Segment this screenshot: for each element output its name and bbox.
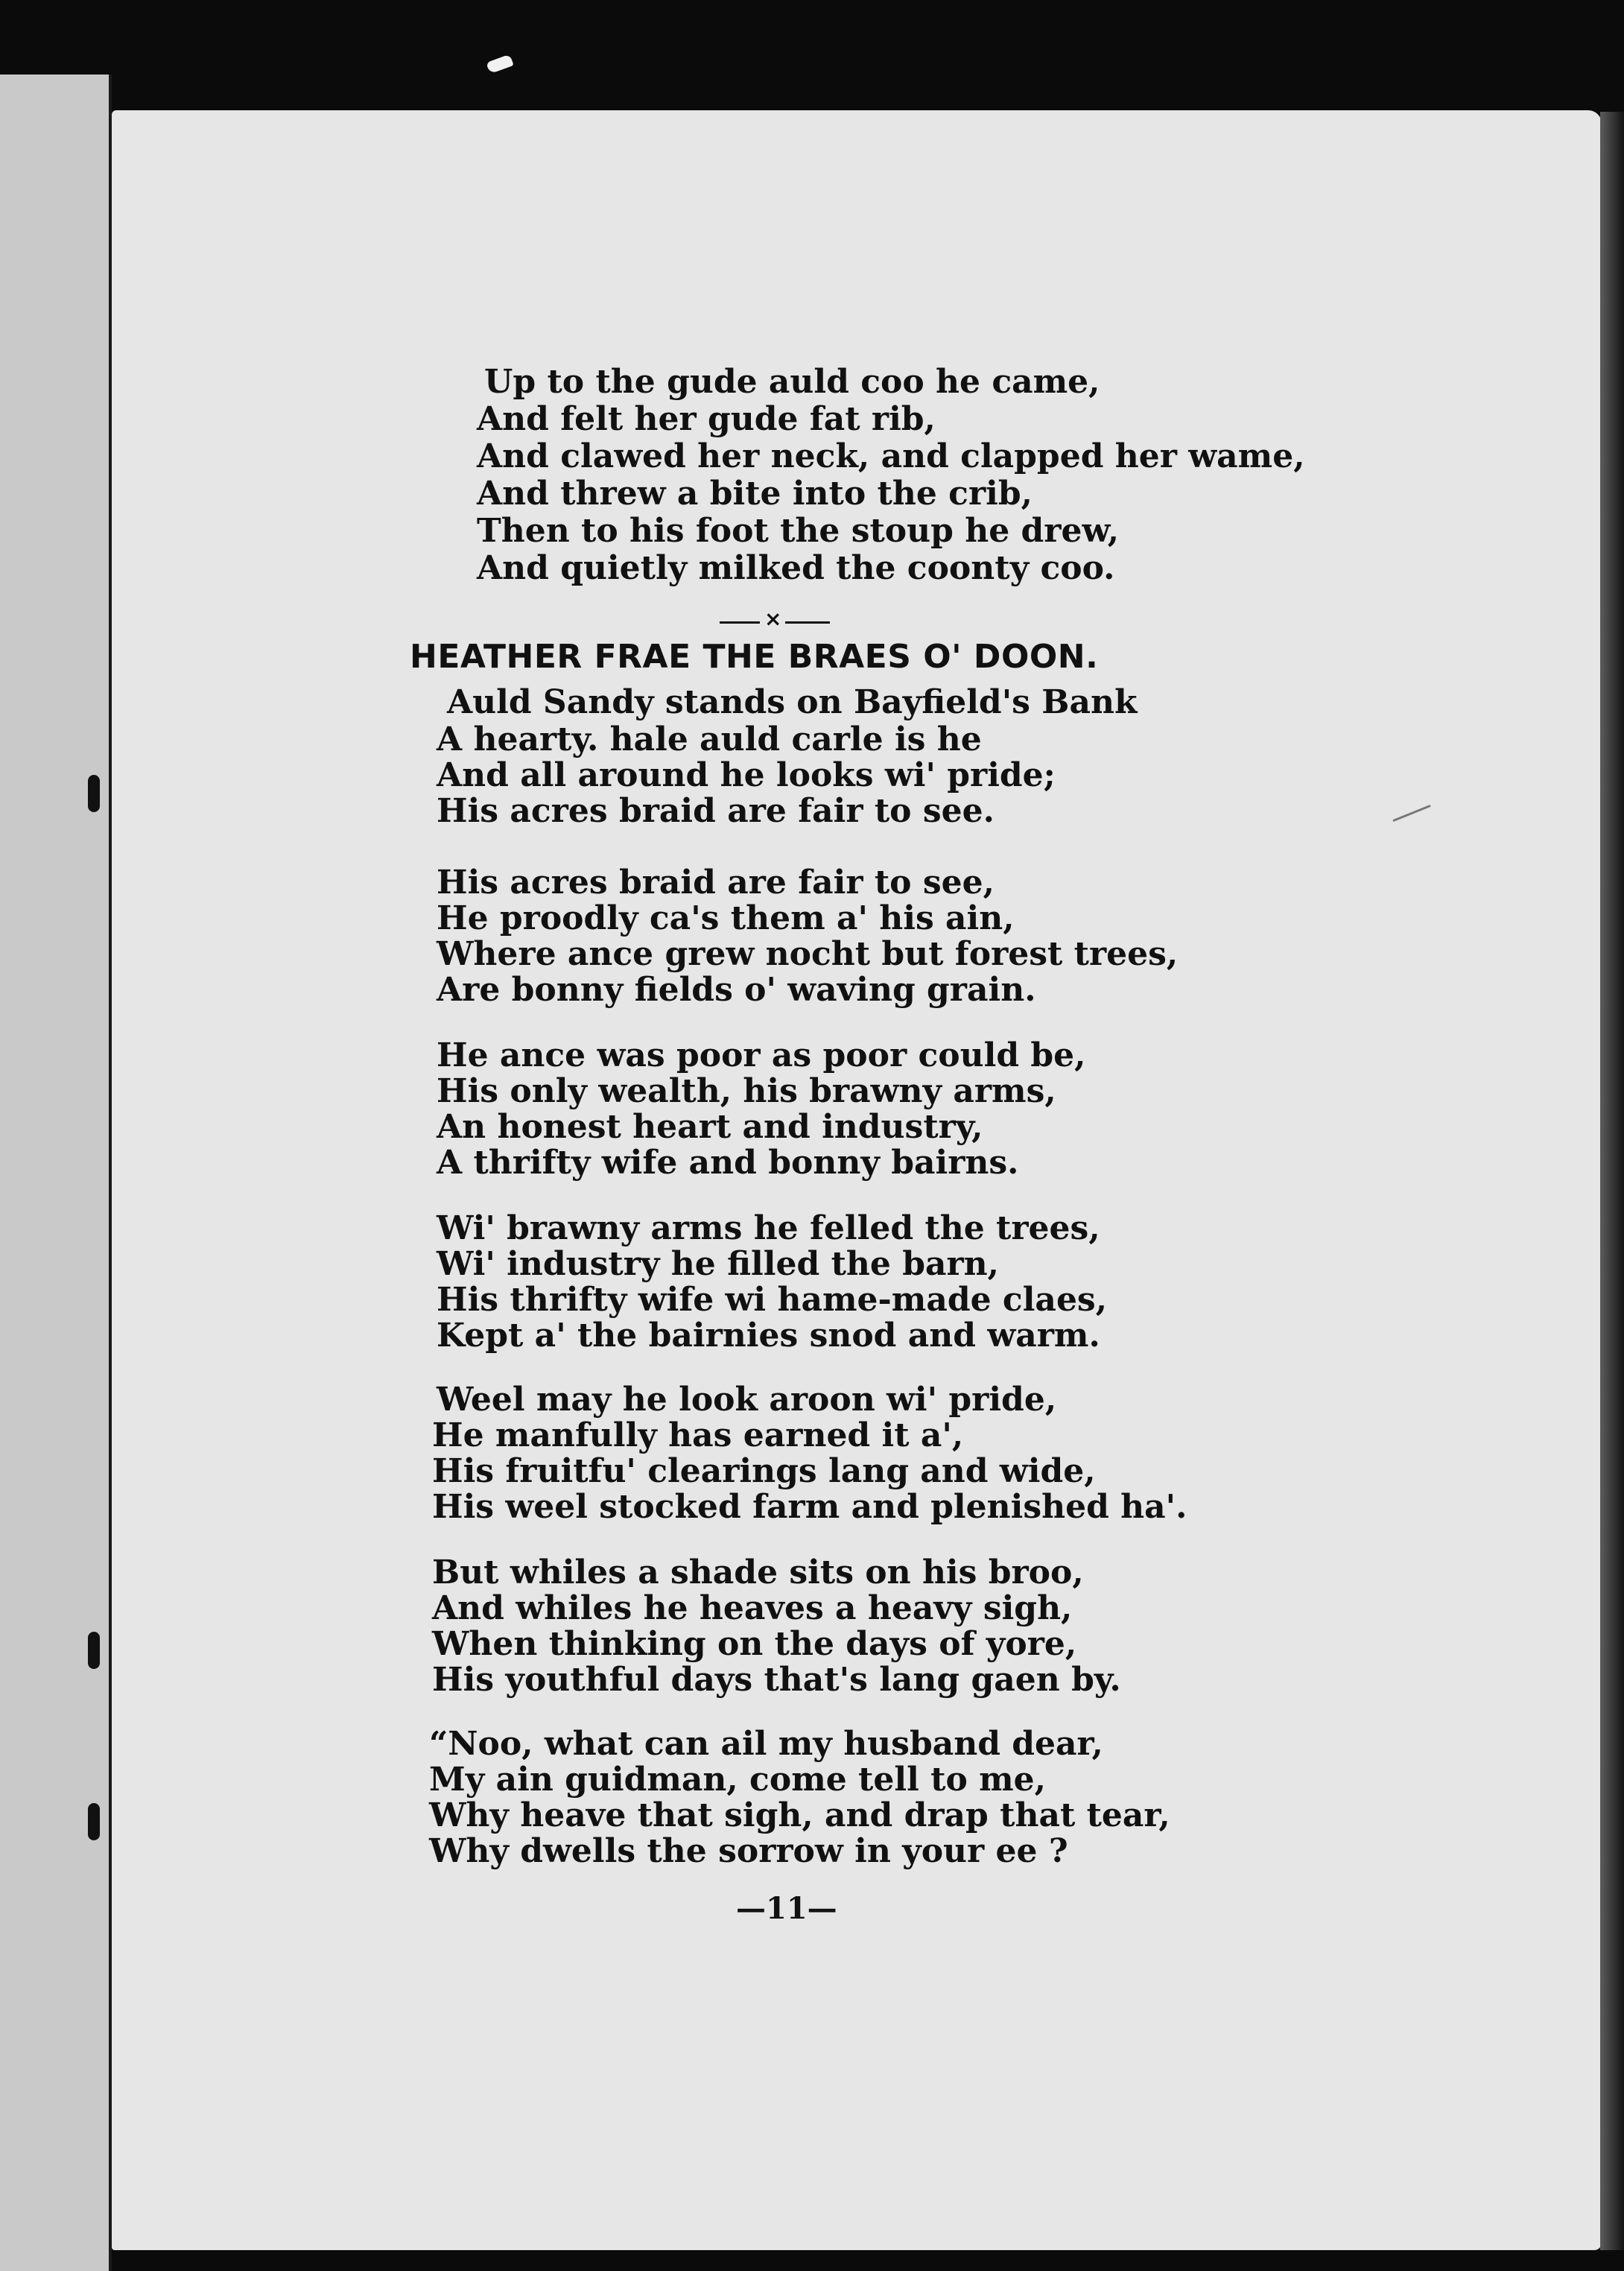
poem-line: His weel stocked farm and plenished ha'. (432, 1488, 1187, 1526)
poem-line: Wi' industry he filled the barn, (437, 1245, 999, 1283)
poem-line: Auld Sandy stands on Bayfield's Bank (447, 683, 1138, 721)
poem-line: A thrifty wife and bonny bairns. (437, 1144, 1019, 1182)
poem-line: And clawed her neck, and clapped her wame, (477, 437, 1305, 475)
poem-line: Wi' brawny arms he felled the trees, (437, 1209, 1100, 1247)
poem-line: He proodly ca's them a' his ain, (437, 899, 1015, 937)
poem-line: Are bonny fields o' waving grain. (437, 971, 1036, 1009)
poem-line: And all around he looks wi' pride; (437, 756, 1056, 794)
poem-line: A hearty. hale auld carle is he (437, 720, 982, 758)
poem-line: Then to his foot the stoup he drew, (477, 512, 1120, 550)
page-number: —11— (736, 1891, 837, 1926)
poem-line: My ain guidman, come tell to me, (429, 1761, 1046, 1799)
poem-line: And quietly milked the coonty coo. (477, 549, 1115, 587)
poem-line: “Noo, what can ail my husband dear, (429, 1725, 1103, 1763)
page-edge-shadow (1600, 112, 1624, 2250)
divider-mark: × (764, 606, 782, 631)
poem-line: He manfully has earned it a', (432, 1416, 964, 1454)
poem-line: And whiles he heaves a heavy sigh, (432, 1589, 1073, 1627)
poem-title: HEATHER FRAE THE BRAES O' DOON. (410, 638, 1099, 676)
poem-line: Why dwells the sorrow in your ee ? (429, 1832, 1068, 1870)
poem-line: His acres braid are fair to see. (437, 792, 995, 830)
poem-line: His only wealth, his brawny arms, (437, 1072, 1056, 1110)
poem-line: His acres braid are fair to see, (437, 864, 995, 902)
scan-speck (486, 54, 513, 75)
poem-line: He ance was poor as poor could be, (437, 1036, 1086, 1074)
poem-line: When thinking on the days of yore, (432, 1625, 1077, 1663)
poem-line: Why heave that sigh, and drap that tear, (429, 1796, 1170, 1834)
poem-line: Up to the gude auld coo he came, (484, 363, 1100, 401)
binding-hole-icon (88, 1803, 100, 1840)
poem-line: Weel may he look aroon wi' pride, (437, 1381, 1057, 1419)
poem-line: But whiles a shade sits on his broo, (432, 1553, 1084, 1591)
poem-line: And threw a bite into the crib, (477, 475, 1033, 513)
binding-hole-icon (88, 775, 100, 812)
poem-line: Kept a' the bairnies snod and warm. (437, 1317, 1100, 1355)
poem-line: An honest heart and industry, (437, 1108, 983, 1146)
poem-line: His youthful days that's lang gaen by. (432, 1661, 1121, 1699)
poem-line: Where ance grew nocht but forest trees, (437, 935, 1179, 973)
divider-rule-left (720, 621, 760, 624)
poem-line: And felt her gude fat rib, (477, 400, 936, 438)
poem-line: His thrifty wife wi hame-made claes, (437, 1281, 1108, 1319)
scan-border-top-left (0, 0, 109, 75)
facing-page-edge (0, 0, 109, 2271)
poem-line: His fruitfu' clearings lang and wide, (432, 1452, 1096, 1490)
binding-hole-icon (88, 1632, 100, 1669)
divider-rule-right (785, 621, 830, 624)
